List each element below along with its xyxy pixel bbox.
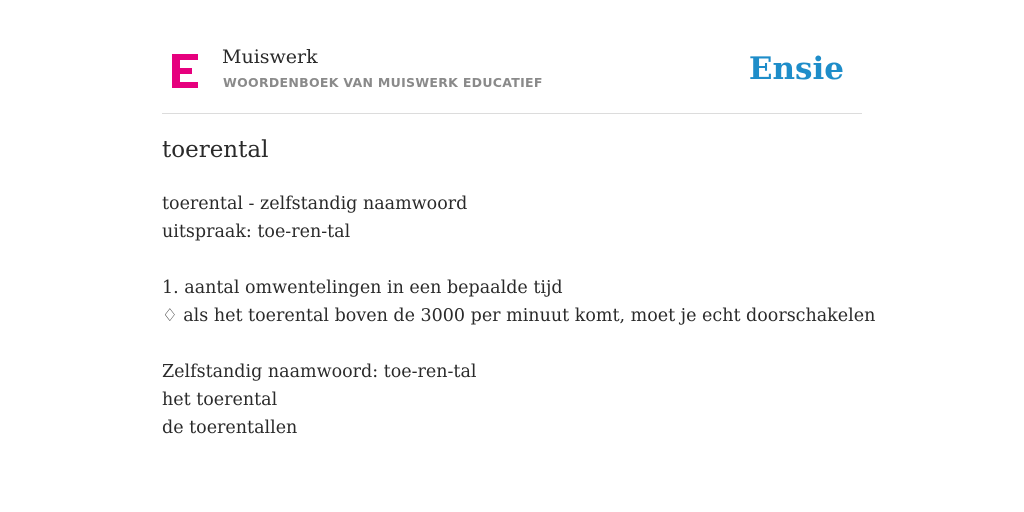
entry-body	[162, 190, 876, 442]
entry-title: toerental	[162, 137, 269, 163]
entry-grammar-line: Zelfstandig naamwoord: toe-ren-tal	[162, 362, 477, 382]
entry-plural-line: de toerentallen	[162, 418, 298, 438]
site-subtitle: WOORDENBOEK VAN MUISWERK EDUCATIEF	[223, 75, 543, 90]
entry-blank-line	[162, 330, 862, 358]
entry-singular-line: het toerental	[162, 390, 278, 410]
site-name[interactable]: Muiswerk	[222, 46, 318, 68]
entry-headword-line: toerental - zelfstandig naamwoord	[162, 194, 468, 214]
entry-definition-line: 1. aantal omwentelingen in een bepaalde tijd	[162, 278, 563, 298]
site-header	[162, 40, 862, 114]
ensie-logo[interactable]: Ensie	[748, 51, 844, 87]
muiswerk-logo-icon[interactable]	[172, 54, 200, 88]
entry-example-line: ♢ als het toerental boven de 3000 per minuut komt, moet je echt doorschakelen	[162, 306, 876, 326]
entry-blank-line	[162, 246, 862, 274]
entry-pronunciation-line: uitspraak: toe-ren-tal	[162, 222, 351, 242]
